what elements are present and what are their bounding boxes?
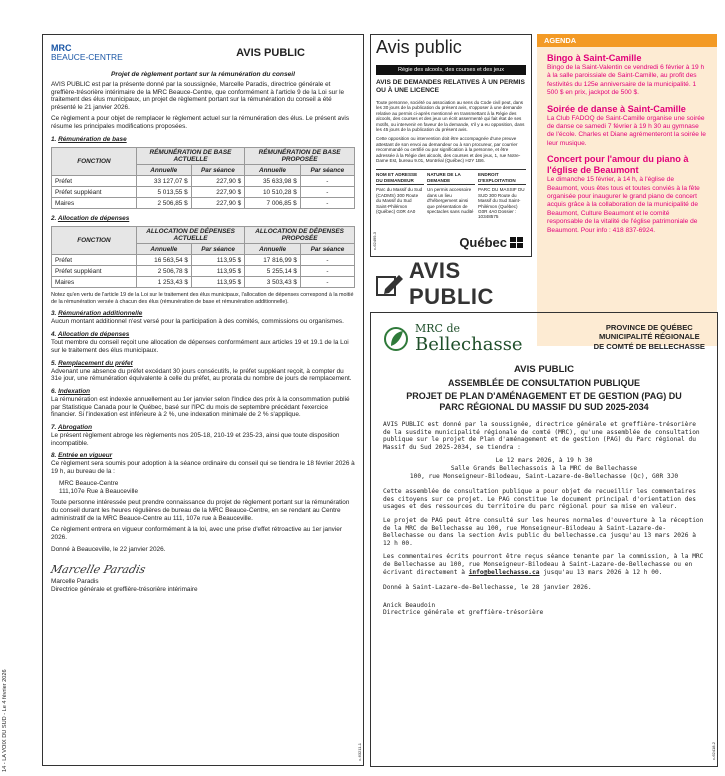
- remuneration-table: FONCTION RÉMUNÉRATION DE BASE ACTUELLE RÉMUNÉRATION DE BASE PROPOSÉE Annuelle Par séance Annuelle Par séance Préfet 33 127,07 $ 227,90 $ 35 633,98 $ - Préfet suppléant 5 013,55 $ 227,90 $ 10 510,28 $ - Maires 2 506,85 $ 227,90 $ 7 006,85 $ -: [51, 147, 355, 209]
- province-block: PROVINCE DE QUÉBEC MUNICIPALITÉ RÉGIONALE DE COMTÉ DE BELLECHASSE: [593, 323, 705, 351]
- address: MRC Beauce-Centre: [59, 479, 119, 487]
- intro-paragraph: AVIS PUBLIC est par la présente donné par la soussignée, Marcelle Paradis, directrice générale et greffière-trésorière intérimaire de la MRC Beauce-Centre, que conformément à l'article 9 de la Loi sur le traitement des élus municipaux, un projet de règlement portant sur la rémunération du conseil a été présenté le 21 janvier 2026.: [51, 81, 345, 112]
- notice-title: Avis public: [376, 37, 462, 57]
- racj-table: NOM ET ADRESSE DU DEMANDEUR Parc du Massif du Sud (CADMS) 300 Route du Massif du Sud Saint-Philémon (Québec) G0R 4A0 NATURE DE LA DEMANDE Un permis accessoire dans un lieu d'hébergement ainsi que présentation de spectacles sans nudité ENDROIT D'EXPLOITATION PARC DU MASSIF DU SUD 300 Route du Massif du Sud Saint-Philémon (Québec) G0R 4A0 Dossier : 10348575: [376, 169, 526, 219]
- racj-banner: Régie des alcools, des courses et des jeux: [376, 65, 526, 75]
- pencil-icon: [375, 271, 405, 297]
- col-fonction: FONCTION: [52, 227, 137, 255]
- section-7-heading: 7. Abrogation: [51, 424, 92, 432]
- notice-title: AVIS PUBLIC: [236, 47, 305, 59]
- col-proposee: RÉMUNÉRATION DE BASE PROPOSÉE: [245, 148, 355, 165]
- section-4-heading: 4. Allocation de dépenses: [51, 331, 130, 339]
- table-row: Maires 2 506,85 $ 227,90 $ 7 006,85 $ -: [52, 198, 355, 209]
- col-proposee: ALLOCATION DE DÉPENSES PROPOSÉE: [245, 227, 355, 244]
- mrc-bellechasse-logo: MRC de Bellechasse: [383, 323, 523, 354]
- leaf-icon: [383, 324, 409, 354]
- ad-code: c-63211-1: [357, 743, 362, 761]
- done-at: Donné à Beauceville, le 22 janvier 2026.: [51, 545, 166, 553]
- table-row: Préfet 33 127,07 $ 227,90 $ 35 633,98 $ -: [52, 176, 355, 187]
- intro-paragraph-2: Ce règlement a pour objet de remplacer le règlement actuel sur la rémunération des élus. Le présent avis résume les principales modifications proposées.: [51, 114, 350, 130]
- table-row: Maires 1 253,43 $ 113,95 $ 3 503,43 $ -: [52, 277, 355, 288]
- avis-public-banner: AVIS PUBLIC: [375, 268, 551, 300]
- ad-code: c-62418-2: [711, 741, 716, 760]
- racj-notice: Avis public Régie des alcools, des courses et des jeux AVIS DE DEMANDES RELATIVES À UN PERMIS OU À UNE LICENCE Toute personne, société ou association au sens du Code civil peut, dans les 30 jours de la publication du présent avis, s'opposer à une demande relative au permis ci-après mentionné en transmettant à la Régie des alcools, des courses et des jeux un écrit assermenté qui fait état de ses motifs, ou intervenir en faveur de la demande, s'il y a eu opposition, dans les 45 jours de la publication du présent avis. Cette opposition ou intervention doit être accompagnée d'une preuve attestant de son envoi au demandeur ou à son procureur, par courrier recommandé ou certifié ou par signification à la personne, et être adressée à la Régie des alcools, des courses et des jeux, 1, rue Notre-Dame Est, bureau 9.01, Montréal (Québec) H2Y 1B6. NOM ET ADRESSE DU DEMANDEUR Parc du Massif du Sud (CADMS) 300 Route du Massif du Sud Saint-Philémon (Québec) G0R 4A0 NATURE DE LA DEMANDE Un permis accessoire dans un lieu d'hébergement ainsi que présentation de spectacles sans nudité ENDROIT D'EXPLOITATION PARC DU MASSIF DU SUD 300 Route du Massif du Sud Saint-Philémon (Québec) G0R 4A0 Dossier : 10348575 Québec c-62499-3: [370, 34, 532, 257]
- agenda-item: Concert pour l'amour du piano à l'église de Beaumont Le dimanche 15 février, à 14 h, à l'église de Beaumont, vous êtes tous et toutes conviés à la fête organisée pour inaugurer le grand piano de concert acquis grâce à la collaboration de la municipalité de Beaumont, Culture Beaumont et le comité responsable de la vitalité de l'église patrimoniale de Beaumont. Pour info : 418 837-6924.: [547, 154, 700, 234]
- section-8-heading: 8. Entrée en vigueur: [51, 452, 113, 460]
- mrc-beauce-centre-logo: MRC BEAUCE-CENTRE: [51, 43, 123, 62]
- meeting-info: Le 12 mars 2026, à 19 h 30 Salle Grands Bellechassois à la MRC de Bellechasse 100, rue Monseigneur-Bilodeau, Saint-Lazare-de-Bellechasse (Qc), G0R 3J0: [409, 457, 679, 480]
- agenda-item: Soirée de danse à Saint-Camille La Club FADOQ de Saint-Camille organise une soirée de danse ce samedi 7 février à 19 h 30 au gymnase de l'école. Charles et Diane agrémenteront la soirée le leur musique.: [547, 103, 706, 147]
- agenda-panel: [537, 34, 717, 346]
- note: Notez qu'en vertu de l'article 19 de la Loi sur le traitement des élus municipaux, l'allocation de dépenses correspond à la moitié de la rémunération versée à chacun des élus (rémunération de base et rémunération additionnelle).: [51, 292, 354, 305]
- col-actuelle: ALLOCATION DE DÉPENSES ACTUELLE: [136, 227, 244, 244]
- agenda-label: AGENDA: [537, 34, 717, 47]
- racj-heading: AVIS DE DEMANDES RELATIVES À UN PERMIS OU À UNE LICENCE: [376, 79, 525, 94]
- col-fonction: FONCTION: [52, 148, 137, 176]
- notice-subtitle: Projet de règlement portant sur la rémunération du conseil: [111, 71, 295, 78]
- section-2-heading: 2. Allocation de dépenses: [51, 215, 130, 223]
- address: 111,107e Rue à Beauceville: [59, 487, 138, 495]
- quebec-logo: Québec: [459, 235, 523, 250]
- fleur-de-lis-icon: [510, 237, 523, 248]
- ad-code: c-62499-3: [372, 231, 377, 250]
- bellechasse-notice: MRC de Bellechasse PROVINCE DE QUÉBEC MUNICIPALITÉ RÉGIONALE DE COMTÉ DE BELLECHASSE AVIS PUBLIC ASSEMBLÉE DE CONSULTATION PUBLIQUE PROJET DE PLAN D'AMÉNAGEMENT ET DE GESTION (PAG) DU PARC RÉGIONAL DU MASSIF DU SUD 2025-2034 AVIS PUBLIC est donné par la soussignée, directrice générale et greffière-trésorière de la susdite municipalité régionale de comté (MRC), qu'une assemblée de consultation publique sur le projet de Plan d'aménagement et de gestion (PAG) du Parc régional du Massif du Sud 2025-2034, se tiendra : Le 12 mars 2026, à 19 h 30 Salle Grands Bellechassois à la MRC de Bellechasse 100, rue Monseigneur-Bilodeau, Saint-Lazare-de-Bellechasse (Qc), G0R 3J0 Cette assemblée de consultation publique a pour objet de recueillir les commentaires des citoyens sur ce projet. Le PAG constitue le document principal d'orientation des usages et des ressources du territoire du parc régional pour sa mise en valeur. Le projet de PAG peut être consulté sur les heures normales d'ouverture à la réception de la MRC de Bellechasse au 100, rue Monseigneur-Bilodeau à Saint-Lazare-de-Bellechasse ou dans la section Avis public du bellechasse.ca jusqu'au 13 mars 2026 à 12 h 00. Les commentaires écrits pourront être reçus séance tenante par la commission, à la MRC de Bellechasse au 100, rue Monseigneur-Bilodeau à Saint-Lazare-de-Bellechasse ou en écrivant directement à info@bellechasse.ca jusqu'au 13 mars 2026 à 12 h 00. Donné à Saint-Lazare-de-Bellechasse, le 28 janvier 2026. Anick Beaudoin Directrice générale et greffière-trésorière c-62418-2: [370, 312, 718, 767]
- section-3-heading: 3. Rémunération additionnelle: [51, 310, 143, 318]
- table-row: Préfet suppléant 5 013,55 $ 227,90 $ 10 510,28 $ -: [52, 187, 355, 198]
- done-at: Donné à Saint-Lazare-de-Bellechasse, le 28 janvier 2026.: [383, 584, 592, 592]
- email-link[interactable]: info@bellechasse.ca: [468, 568, 540, 576]
- table-row: Préfet 16 563,54 $ 113,95 $ 17 816,99 $ -: [52, 255, 355, 266]
- agenda-item: Bingo à Saint-Camille Bingo de la Saint-Valentin ce vendredi 6 février à 19 h à la salle paroissiale de Saint-Camille, au profit des festivités du 125e anniversaire de la municipalité. 1 500 $ en prix, jackpot de 500 $.: [547, 53, 705, 97]
- section-6-heading: 6. Indexation: [51, 387, 91, 395]
- notice-title: AVIS PUBLIC: [513, 364, 575, 375]
- section-1-heading: 1. Rémunération de base: [51, 136, 127, 144]
- mrc-beauce-centre-notice: MRC BEAUCE-CENTRE AVIS PUBLIC Projet de règlement portant sur la rémunération du conseil AVIS PUBLIC est par la présente donné par la soussignée, Marcelle Paradis, directrice générale et greffière-trésorière intérimaire de la MRC Beauce-Centre, que conformément à l'article 9 de la Loi sur le traitement des élus municipaux, un projet de règlement portant sur la rémunération du conseil a été présenté le 21 janvier 2026. Ce règlement a pour objet de remplacer le règlement actuel sur la rémunération des élus. Le présent avis résume les principales modifications proposées. 1. Rémunération de base FONCTION RÉMUNÉRATION DE BASE ACTUELLE RÉMUNÉRATION DE BASE PROPOSÉE Annuelle Par séance Annuelle Par séance Préfet 33 127,07 $ 227,90 $ 35 633,98 $ - Préfet suppléant 5 013,55 $ 227,90 $ 10 510,28 $ - Maires 2 506,85 $ 227,90 $ 7 006,85 $ - 2. Allocation de dépenses FONCTION ALLOCATION DE DÉPENSES ACTUELLE ALLOCATION DE DÉPENSES PROPOSÉE Annuelle Par séance Annuelle Par séance Préfet 16 563,54 $ 113,95 $ 17 816,99 $ - Préfet suppléant 2 506,78 $ 113,95 $ 5 255,14 $ - Maires 1 253,43 $ 113,95 $ 3 503,43 $ - Notez qu'en vertu de l'article 19 de la Loi sur le traitement des élus municipaux, l'allocation de dépenses correspond à la moitié de la rémunération versée à chacun des élus (rémunération de base et rémunération additionnelle). 3. Rémunération additionnelle Aucun montant additionnel n'est versé pour la participation à des comités, commissions ou organismes. 4. Allocation de dépenses Tout membre du conseil reçoit une allocation de dépenses conformément aux articles 19 et 19.1 de la Loi sur le traitement des élus municipaux. 5. Remplacement du préfet Advenant une absence du préfet excédant 30 jours consécutifs, le préfet suppléant reçoit, à compter du 31e jour, une rémunération équivalente à celle du préfet, au prorata du nombre de jours de remplacement. 6. Indexation La rémunération est indexée annuellement au 1er janvier selon l'Indice des prix à la consommation publié par Statistique Canada pour le Québec, basé sur l'IPC du mois de septembre précédant l'exercice financier. Si l'indexation est inférieure à 2 %, une indexation minimale de 2 % s'applique. 7. Abrogation Le présent règlement abroge les règlements nos 205-18, 210-19 et 235-23, ainsi que toute disposition incompatible. 8. Entrée en vigueur Ce règlement sera soumis pour adoption à la séance ordinaire du conseil qui se tiendra le 18 février 2026 à 19 h, au bureau de la : MRC Beauce-Centre 111,107e Rue à Beauceville Toute personne intéressée peut prendre connaissance du projet de règlement portant sur la rémunération du conseil durant les heures régulières de bureau de la MRC Beauce-Centre, en se rendant au Centre administratif de la MRC Beauce-Centre au 111, 107e rue à Beauceville. Ce règlement entrera en vigueur conformément à la loi, avec une prise d'effet rétroactive au 1er janvier 2026. Donné à Beauceville, le 22 janvier 2026. Marcelle Paradis Marcelle Paradis Directrice générale et greffière-trésorière intérimaire c-63211-1: [42, 34, 364, 766]
- col-actuelle: RÉMUNÉRATION DE BASE ACTUELLE: [136, 148, 244, 165]
- signature: Marcelle Paradis: [49, 563, 147, 577]
- section-5-heading: 5. Remplacement du préfet: [51, 359, 133, 367]
- table-row: Préfet suppléant 2 506,78 $ 113,95 $ 5 255,14 $ -: [52, 266, 355, 277]
- side-folio: 14 - LA VOIX DU SUD - Le 4 février 2026: [2, 669, 8, 772]
- allocation-table: FONCTION ALLOCATION DE DÉPENSES ACTUELLE ALLOCATION DE DÉPENSES PROPOSÉE Annuelle Par séance Annuelle Par séance Préfet 16 563,54 $ 113,95 $ 17 816,99 $ - Préfet suppléant 2 506,78 $ 113,95 $ 5 255,14 $ - Maires 1 253,43 $ 113,95 $ 3 503,43 $ -: [51, 226, 355, 288]
